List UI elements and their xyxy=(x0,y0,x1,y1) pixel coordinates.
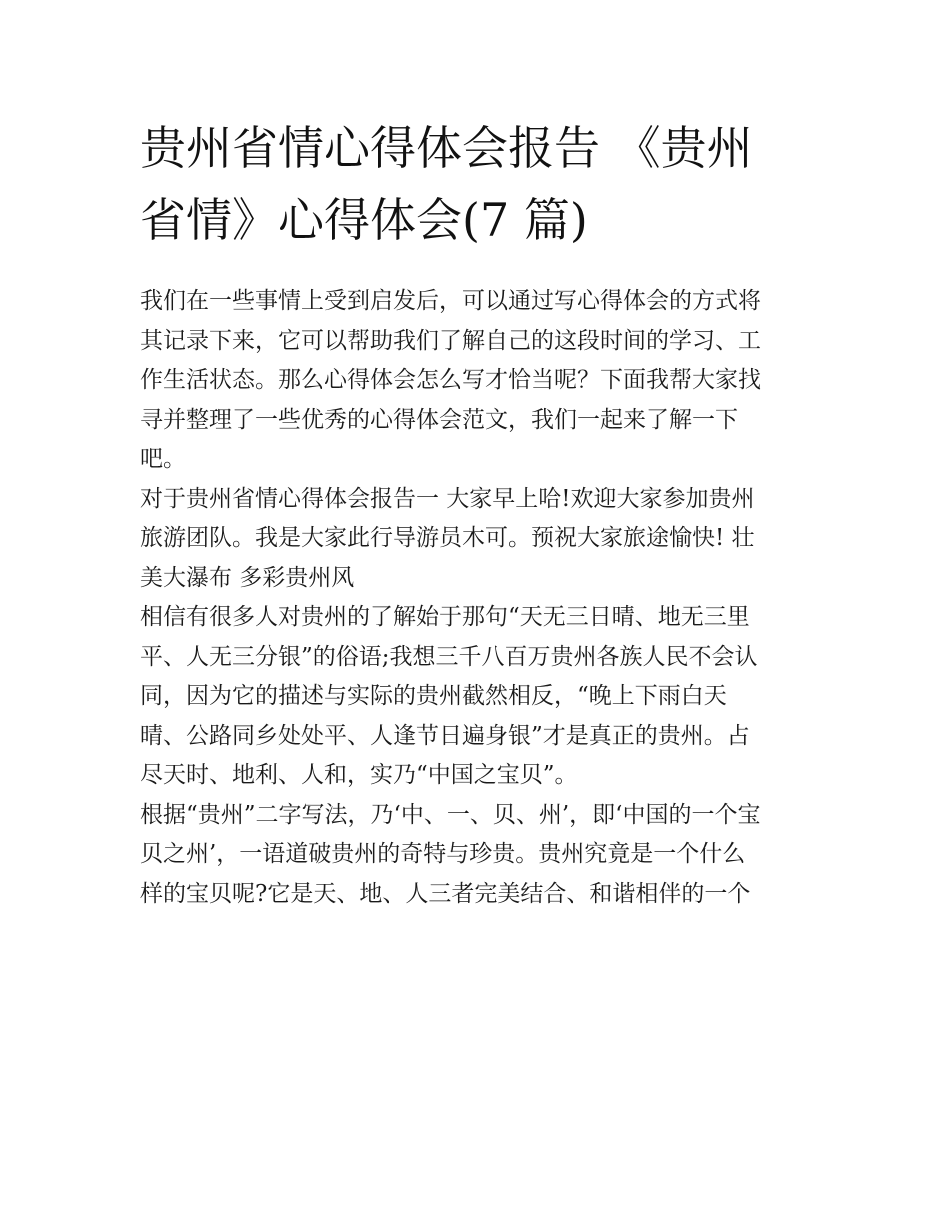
text-line: 同，因为它的描述与实际的贵州截然相反，“晚上下雨白天 xyxy=(140,683,727,709)
text-line: 其记录下来，它可以帮助我们了解自己的这段时间的学习、工 xyxy=(140,327,761,354)
text-line: 相信有很多人对贵州的了解始于那句“天无三日晴、地无三里 xyxy=(140,604,750,630)
paragraph-intro xyxy=(140,282,830,480)
text-line: 平、人无三分银”的俗语;我想三千八百万贵州各族人民不会认 xyxy=(140,643,758,670)
title-line: 省情》心得体会(7 篇) xyxy=(140,193,588,247)
text-line: 旅游团队。我是大家此行导游员木可。预祝大家旅途愉快! 壮 xyxy=(140,525,755,551)
text-line: 根据“贵州”二字写法，乃‘中、一、贝、州’，即‘中国的一个宝 xyxy=(140,801,761,828)
text-line: 样的宝贝呢?它是天、地、人三者完美结合、和谐相伴的一个 xyxy=(140,880,751,907)
text-line: 贝之州’，一语道破贵州的奇特与珍贵。贵州究竟是一个什么 xyxy=(140,841,746,867)
paragraph-saying xyxy=(140,598,830,796)
text-line: 对于贵州省情心得体会报告一 大家早上哈!欢迎大家参加贵州 xyxy=(140,485,755,512)
document-body xyxy=(140,282,830,914)
text-line: 作生活状态。那么心得体会怎么写才恰当呢？下面我帮大家找 xyxy=(140,367,761,393)
paragraph-report-one xyxy=(140,480,830,599)
text-line: 晴、公路同乡处处平、人逢节日遍身银”才是真正的贵州。占 xyxy=(140,722,750,749)
text-line: 吧。 xyxy=(140,446,186,472)
title-line: 贵州省情心得体会报告 《贵州 xyxy=(140,121,753,175)
paragraph-name-origin xyxy=(140,796,830,915)
text-line: 寻并整理了一些优秀的心得体会范文，我们一起来了解一下 xyxy=(140,406,738,433)
text-line: 我们在一些事情上受到启发后，可以通过写心得体会的方式将 xyxy=(140,288,761,314)
document-title xyxy=(140,112,820,256)
text-line: 尽天时、地利、人和，实乃“中国之宝贝”。 xyxy=(140,762,578,788)
text-line: 美大瀑布 多彩贵州风 xyxy=(140,564,355,591)
